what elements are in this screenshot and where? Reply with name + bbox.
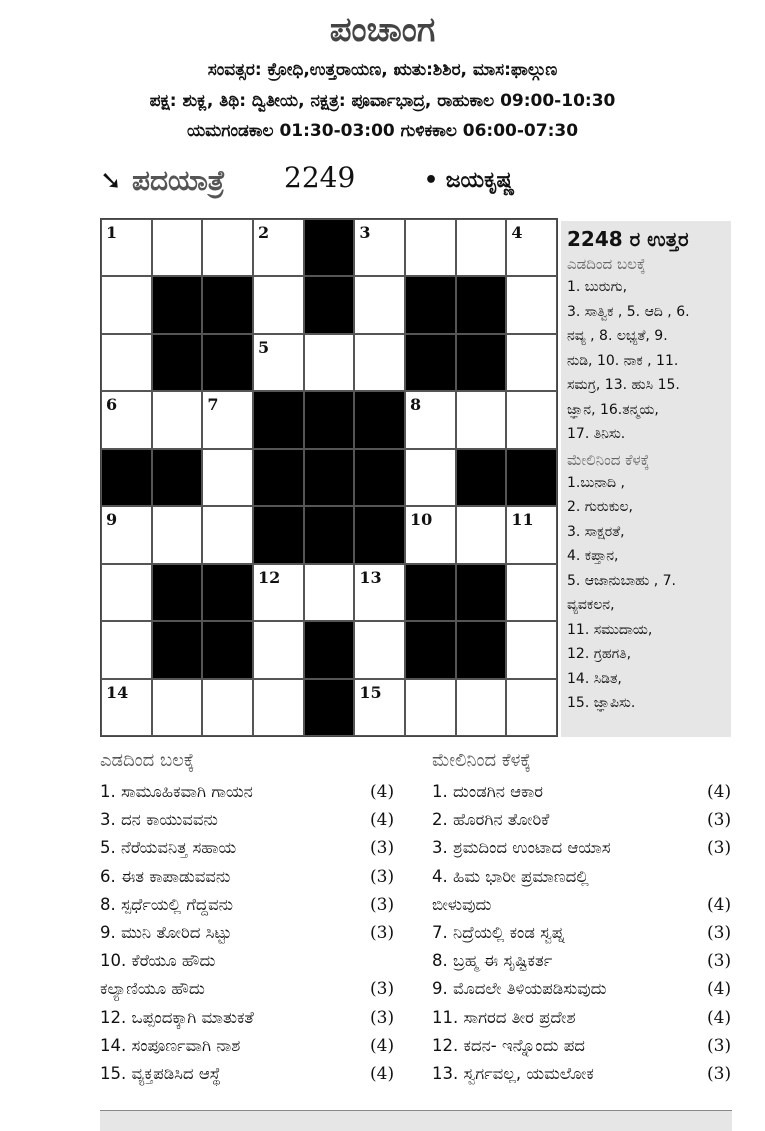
answers-down-list: [567, 471, 725, 716]
grid-cell[interactable]: [253, 679, 304, 736]
clue-text: ಬೀಳುವುದು: [432, 894, 492, 914]
grid-cell[interactable]: [101, 564, 152, 621]
grid-block: [152, 564, 203, 621]
clue-length: (3): [370, 894, 395, 915]
grid-cell[interactable]: [506, 334, 557, 391]
grid-block: [354, 506, 405, 563]
grid-cell[interactable]: [253, 621, 304, 678]
clue-length: (4): [707, 1007, 732, 1028]
grid-block: [202, 276, 253, 333]
cell-number: 10: [410, 510, 433, 530]
grid-cell[interactable]: [152, 219, 203, 276]
grid-block: [456, 621, 507, 678]
clue-length: (3): [707, 838, 732, 859]
grid-cell[interactable]: [405, 679, 456, 736]
answer-line: 2. ಗುರುಕುಲ,: [567, 499, 633, 515]
answer-line: 3. ಸಾಕ್ಷರತೆ,: [567, 523, 625, 540]
grid-block: [405, 276, 456, 333]
arrow-icon: ➘: [100, 166, 122, 196]
grid-cell[interactable]: [456, 391, 507, 448]
puzzle-number: 2249: [284, 161, 356, 194]
cell-number: 15: [359, 682, 382, 702]
grid-cell[interactable]: [354, 219, 405, 276]
grid-cell[interactable]: [253, 334, 304, 391]
grid-block: [304, 276, 355, 333]
grid-cell[interactable]: [101, 334, 152, 391]
clue-text: 9. ಮುನಿ ತೋರಿದ ಸಿಟ್ಟು: [100, 923, 232, 942]
grid-cell[interactable]: [456, 679, 507, 736]
answer-line: ನುಡಿ, 10. ನಾಕ , 11.: [567, 352, 679, 369]
grid-block: [101, 449, 152, 506]
clue-length: (3): [707, 810, 732, 831]
grid-cell[interactable]: [304, 334, 355, 391]
grid-cell[interactable]: [152, 679, 203, 736]
cell-number: 12: [258, 567, 281, 587]
clue-length: (4): [707, 782, 732, 802]
clue-length: (4): [370, 782, 395, 802]
clue-length: (4): [707, 894, 732, 915]
grid-cell[interactable]: [101, 679, 152, 736]
clue-text: 2. ಹೊರಗಿನ ತೋರಿಕೆ: [432, 810, 550, 830]
grid-block: [304, 679, 355, 736]
panchanga-line-2: ಪಕ್ಷ: ಶುಕ್ಲ, ತಿಥಿ: ದ್ವಿತೀಯ, ನಕ್ಷತ್ರ: ಪೂರ್ವಾಭಾದ್ರ, ರಾಹುಕಾಲ 09:00-10:30: [149, 91, 616, 111]
grid-cell[interactable]: [253, 219, 304, 276]
grid-cell[interactable]: [152, 391, 203, 448]
grid-cell[interactable]: [101, 391, 152, 448]
grid-block: [405, 334, 456, 391]
answer-line: ವ್ಯವಕಲನ,: [567, 597, 615, 613]
page-title: ಪಂಚಾಂಗ: [329, 10, 436, 50]
grid-cell[interactable]: [202, 449, 253, 506]
grid-cell[interactable]: [354, 334, 405, 391]
answer-line: 17. ತಿನಿಸು.: [567, 426, 626, 442]
clue-text: 12. ಕದನ- ಇನ್ನೊಂದು ಪದ: [432, 1035, 585, 1055]
clues-across-list: [100, 782, 400, 1102]
grid-cell[interactable]: [101, 276, 152, 333]
grid-cell[interactable]: [405, 391, 456, 448]
clue-text: 7. ನಿದ್ರೆಯಲ್ಲಿ ಕಂಡ ಸ್ವಪ್ನ: [432, 923, 565, 942]
clues-down-heading: ಮೇಲಿನಿಂದ ಕೆಳಕ್ಕೆ: [432, 750, 531, 771]
answer-line: ಸಮಗ್ರ, 13. ಹುಸಿ 15.: [567, 377, 680, 393]
grid-block: [456, 276, 507, 333]
answer-line: 11. ಸಮುದಾಯ,: [567, 621, 653, 638]
crossword-grid: [100, 218, 558, 737]
panchanga-line-3: ಯಮಗಂಡಕಾಲ 01:30-03:00 ಗುಳಿಕಕಾಲ 06:00-07:30: [186, 121, 579, 141]
grid-block: [202, 334, 253, 391]
grid-cell[interactable]: [202, 219, 253, 276]
grid-cell[interactable]: [506, 621, 557, 678]
grid-block: [456, 334, 507, 391]
clue-length: (3): [370, 838, 395, 859]
clue-length: (3): [370, 923, 395, 943]
grid-block: [304, 449, 355, 506]
grid-block: [405, 564, 456, 621]
grid-cell[interactable]: [405, 449, 456, 506]
grid-block: [152, 621, 203, 678]
grid-block: [253, 391, 304, 448]
grid-cell[interactable]: [405, 506, 456, 563]
grid-block: [202, 621, 253, 678]
grid-cell[interactable]: [253, 564, 304, 621]
grid-cell[interactable]: [304, 564, 355, 621]
grid-block: [354, 391, 405, 448]
clue-length: (3): [707, 923, 732, 943]
cell-number: 11: [511, 510, 534, 530]
answer-line: 4. ಕಪ್ತಾನ,: [567, 548, 619, 564]
grid-block: [304, 219, 355, 276]
clue-text: 13. ಸ್ವರ್ಗವಲ್ಲ, ಯಮಲೋಕ: [432, 1064, 594, 1083]
clue-text: 14. ಸಂಪೂರ್ಣವಾಗಿ ನಾಶ: [100, 1035, 241, 1055]
clue-text: 12. ಒಪ್ಪಂದಕ್ಕಾಗಿ ಮಾತುಕತೆ: [100, 1007, 254, 1027]
cell-number: 7: [207, 395, 219, 415]
clue-length: (4): [370, 1064, 395, 1084]
grid-cell[interactable]: [101, 506, 152, 563]
grid-block: [152, 334, 203, 391]
grid-cell[interactable]: [101, 621, 152, 678]
clue-length: (4): [707, 979, 732, 1000]
grid-block: [152, 449, 203, 506]
bottom-divider: [100, 1110, 732, 1131]
clue-length: (3): [707, 951, 732, 972]
grid-cell[interactable]: [101, 219, 152, 276]
grid-block: [152, 276, 203, 333]
answer-line: 1.ಬುನಾದಿ ,: [567, 474, 625, 491]
grid-cell[interactable]: [506, 506, 557, 563]
puzzle-author: • ಜಯಕೃಷ್ಣ: [424, 168, 515, 193]
clue-length: (4): [370, 810, 395, 831]
cell-number: 6: [106, 395, 118, 415]
grid-block: [405, 621, 456, 678]
cell-number: 8: [410, 395, 422, 415]
grid-cell[interactable]: [354, 679, 405, 736]
answer-line: 12. ಗ್ರಹಗತಿ,: [567, 646, 632, 662]
grid-cell[interactable]: [506, 564, 557, 621]
clues-across-heading: ಎಡದಿಂದ ಬಲಕ್ಕೆ: [100, 750, 195, 771]
clue-text: 3. ದನ ಕಾಯುವವನು: [100, 810, 218, 830]
grid-block: [456, 564, 507, 621]
answers-across-heading: ಎಡದಿಂದ ಬಲಕ್ಕೆ: [567, 255, 646, 273]
cell-number: 4: [511, 223, 523, 242]
grid-cell[interactable]: [202, 506, 253, 563]
grid-cell[interactable]: [202, 679, 253, 736]
grid-block: [304, 506, 355, 563]
grid-block: [304, 391, 355, 448]
answer-line: 3. ಸಾತ್ವಿಕ , 5. ಆದಿ , 6.: [567, 303, 690, 320]
answer-line: 1. ಬುರುಗು,: [567, 279, 628, 295]
clue-text: 3. ಶ್ರಮದಿಂದ ಉಂಟಾದ ಆಯಾಸ: [432, 838, 611, 858]
clue-length: (3): [707, 1064, 732, 1084]
previous-answers-panel: [561, 221, 731, 737]
grid-cell[interactable]: [506, 679, 557, 736]
cell-number: 1: [106, 223, 118, 242]
grid-cell[interactable]: [354, 564, 405, 621]
grid-block: [456, 449, 507, 506]
grid-cell[interactable]: [506, 276, 557, 333]
panchanga-line-1: ಸಂವತ್ಸರ: ಕ್ರೋಧಿ,ಉತ್ತರಾಯಣ, ಋತು:ಶಿಶಿರ, ಮಾಸ:ಫಾಲ್ಗುಣ: [207, 60, 558, 80]
grid-block: [304, 621, 355, 678]
grid-cell[interactable]: [456, 506, 507, 563]
grid-cell[interactable]: [354, 621, 405, 678]
grid-cell[interactable]: [456, 219, 507, 276]
cell-number: 13: [359, 567, 382, 587]
grid-cell[interactable]: [506, 391, 557, 448]
clue-text: 1. ದುಂಡಗಿನ ಆಕಾರ: [432, 782, 544, 801]
puzzle-heading: ಪದಯಾತ್ರೆ: [132, 164, 226, 197]
clue-text: 9. ಮೊದಲೇ ತಿಳಿಯಪಡಿಸುವುದು: [432, 979, 607, 999]
answer-line: 14. ಸಿಡಿತ,: [567, 670, 622, 687]
clue-text: 15. ವ್ಯಕ್ತಪಡಿಸಿದ ಆಸ್ಥೆ: [100, 1064, 221, 1083]
clue-length: (3): [707, 1035, 732, 1056]
grid-cell[interactable]: [405, 219, 456, 276]
clue-length: (3): [370, 979, 395, 1000]
clue-text: 5. ನೆರೆಯವನಿತ್ತ ಸಹಾಯ: [100, 838, 237, 858]
answers-across-list: [567, 275, 725, 447]
clue-text: 1. ಸಾಮೂಹಿಕವಾಗಿ ಗಾಯನ: [100, 782, 253, 801]
grid-cell[interactable]: [506, 219, 557, 276]
clue-length: (3): [370, 1007, 395, 1028]
grid-block: [202, 564, 253, 621]
clue-text: 11. ಸಾಗರದ ತೀರ ಪ್ರದೇಶ: [432, 1007, 576, 1027]
answer-line: 5. ಆಜಾನುಬಾಹು , 7.: [567, 572, 676, 589]
answer-line: ಜ್ಞಾನ, 16.ತನ್ಮಯ,: [567, 401, 659, 418]
grid-cell[interactable]: [354, 276, 405, 333]
clue-text: ಕಲ್ಯಾಣಿಯೂ ಹೌದು: [100, 979, 205, 999]
answer-line: ನವ್ಯ , 8. ಲಭ್ಯತೆ, 9.: [567, 328, 668, 344]
cell-number: 5: [258, 337, 270, 357]
clues-down-list: [432, 782, 737, 1102]
answers-heading: 2248 ರ ಉತ್ತರ: [567, 227, 689, 251]
cell-number: 2: [258, 223, 270, 242]
grid-block: [354, 449, 405, 506]
cell-number: 3: [359, 223, 371, 242]
cell-number: 14: [106, 682, 129, 702]
answer-line: 15. ಜ್ಞಾಪಿಸು.: [567, 695, 636, 711]
cell-number: 9: [106, 510, 118, 530]
grid-block: [506, 449, 557, 506]
clue-length: (3): [370, 866, 395, 887]
grid-cell[interactable]: [253, 276, 304, 333]
grid-cell[interactable]: [152, 506, 203, 563]
grid-block: [253, 449, 304, 506]
grid-cell[interactable]: [202, 391, 253, 448]
answers-down-heading: ಮೇಲಿನಿಂದ ಕೆಳಕ್ಕೆ: [567, 450, 650, 469]
clue-text: 4. ಹಿಮ ಭಾರೀ ಪ್ರಮಾಣದಲ್ಲಿ: [432, 866, 589, 886]
clue-text: 8. ಸ್ಪರ್ಧೆಯಲ್ಲಿ ಗೆದ್ದವನು: [100, 894, 234, 914]
clue-text: 8. ಬ್ರಹ್ಮ ಈ ಸೃಷ್ಟಿಕರ್ತ: [432, 951, 553, 971]
grid-block: [253, 506, 304, 563]
clue-text: 6. ಈತ ಕಾಪಾಡುವವನು: [100, 866, 231, 886]
clue-text: 10. ಕೆರೆಯೂ ಹೌದು: [100, 951, 216, 971]
clue-length: (4): [370, 1035, 395, 1056]
